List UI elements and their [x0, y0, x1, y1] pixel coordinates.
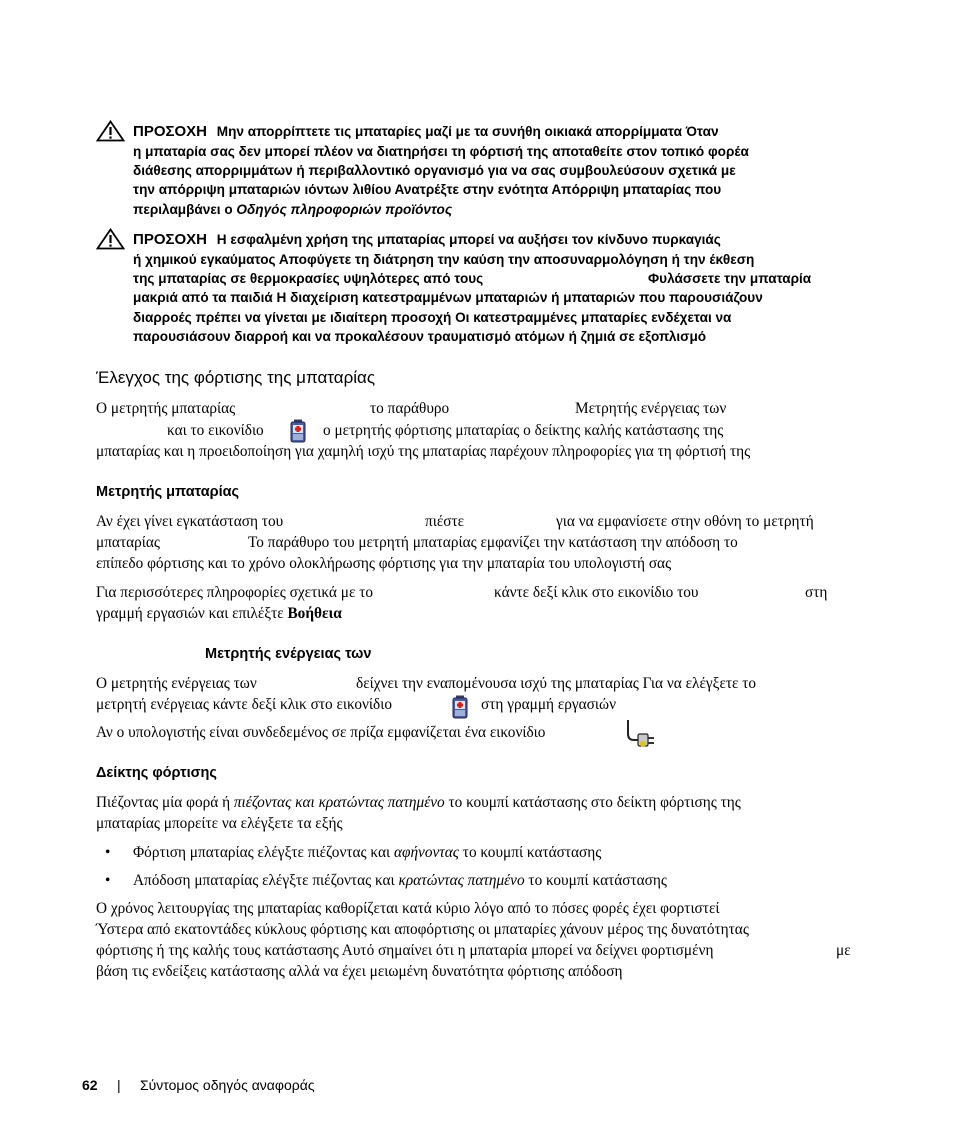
- list-item-italic: αφήνοντας: [393, 844, 459, 861]
- caution-label: ΠΡΟΣΟΧΗ: [133, 123, 208, 140]
- warning-triangle-icon: [96, 228, 125, 250]
- gauge-text: [96, 792, 741, 814]
- caution-label: ΠΡΟΣΟΧΗ: [133, 231, 208, 248]
- meter-text: για να εμφανίσετε στην οθόνη το μετρητή: [556, 513, 814, 530]
- meter-text: επίπεδο φόρτισης και το χρόνο ολοκλήρωσης φόρτισης για την μπαταρία του υπολογιστή σας: [96, 555, 672, 572]
- caution-text: μακριά από τα παιδιά Η διαχείριση κατεστραμμένων μπαταριών ή μπαταριών που παρουσιάζουν: [133, 290, 763, 305]
- power-text: δείχνει την εναπομένουσα ισχύ της μπαταρίας Για να ελέγξετε το: [356, 675, 757, 692]
- warning-triangle-icon: [96, 120, 125, 142]
- footer-title: Σύντομος οδηγός αναφοράς: [140, 1077, 315, 1093]
- list-item-text: το κουμπί κατάστασης: [524, 872, 667, 889]
- caution-text: η μπαταρία σας δεν μπορεί πλέον να διατηρήσει τη φόρτισή της αποταθείτε στον τοπικό φορέα: [133, 144, 749, 159]
- meter-text: μπαταρίας: [96, 534, 160, 551]
- list-item: [133, 870, 667, 892]
- caution-text: Μην απορρίπτετε τις μπαταρίες μαζί με τα συνήθη οικιακά απορρίμματα Όταν: [216, 124, 719, 139]
- caution-text: διαρροές πρέπει να γίνεται με ιδιαίτερη προσοχή Οι κατεστραμμένες μπαταρίες ενδέχεται να: [133, 310, 732, 325]
- caution-2: [133, 230, 721, 250]
- caution-text: [133, 200, 452, 220]
- intro-text: και το εικονίδιο: [167, 422, 264, 439]
- meter-text: [96, 603, 342, 625]
- caution-text: διάθεσης απορριμμάτων ή περιβαλλοντικό οργανισμό για να σας συμβουλεύσουν σχετικά με: [133, 163, 736, 178]
- gauge-text: Ύστερα από εκατοντάδες κύκλους φόρτισης και αποφόρτισης οι μπαταρίες χάνουν μέρος της δυνατότητας: [96, 921, 749, 938]
- ac-power-plug-icon: [624, 718, 658, 750]
- meter-text: πιέστε: [425, 513, 465, 530]
- list-item-text: το κουμπί κατάστασης: [458, 844, 602, 861]
- power-text: Ο μετρητής ενέργειας των: [96, 675, 257, 692]
- intro-text: ο μετρητής φόρτισης μπαταρίας ο δείκτης καλής κατάστασης της: [323, 422, 724, 439]
- meter-text: στη: [805, 584, 828, 601]
- list-item-text: Φόρτιση μπαταρίας ελέγξτε πιέζοντας και: [133, 844, 394, 861]
- gauge-text: το κουμπί κατάστασης στο δείκτη φόρτισης της: [444, 794, 741, 811]
- caution-1: [133, 122, 719, 142]
- gauge-text: βάση τις ενδείξεις κατάστασης αλλά να έχει μειωμένη δυνατότητα φόρτισης απόδοση: [96, 963, 623, 980]
- charge-gauge-heading: Δείκτης φόρτισης: [96, 765, 217, 781]
- gauge-text: με: [836, 942, 851, 959]
- gauge-text: Πιέζοντας μία φορά ή: [96, 794, 234, 811]
- caution-text: παρουσιάσουν διαρροή και να προκαλέσουν τραυματισμό ατόμων ή ζημιά σε εξοπλισμό: [133, 329, 707, 344]
- meter-text: γραμμή εργασιών και επιλέξτε: [96, 605, 288, 622]
- power-meter-heading: Μετρητής ενέργειας των: [205, 646, 372, 662]
- caution-text-prefix: περιλαμβάνει ο: [133, 202, 237, 217]
- battery-meter-icon: [449, 694, 471, 720]
- intro-text: το παράθυρο: [370, 400, 450, 417]
- intro-text: μπαταρίας και η προειδοποίηση για χαμηλή ισχύ της μπαταρίας παρέχουν πληροφορίες για τη φόρτισή της: [96, 443, 751, 460]
- gauge-text: μπαταρίας μπορείτε να ελέγξετε τα εξής: [96, 815, 343, 832]
- list-item: [133, 842, 601, 864]
- power-text: Αν ο υπολογιστής είναι συνδεδεμένος σε πρίζα εμφανίζεται ένα εικονίδιο: [96, 724, 546, 741]
- section-title: Έλεγχος της φόρτισης της μπαταρίας: [96, 368, 376, 387]
- gauge-text: Ο χρόνος λειτουργίας της μπαταρίας καθορίζεται κατά κύριο λόγο από το πόσες φορές έχει φορτιστεί: [96, 900, 720, 917]
- page-number: 62: [82, 1077, 98, 1093]
- list-item-text: Απόδοση μπαταρίας ελέγξτε πιέζοντας και: [133, 872, 399, 889]
- intro-text: Μετρητής ενέργειας των: [575, 400, 727, 417]
- list-item-italic: κρατώντας πατημένο: [398, 872, 525, 889]
- help-menu-label: Βοήθεια: [287, 605, 342, 622]
- caution-text: ή χημικού εγκαύματος Αποφύγετε τη διάτρηση την καύση την αποσυναρμολόγηση ή την έκθεση: [133, 252, 755, 267]
- bullet: •: [105, 872, 111, 889]
- product-guide-title: Οδηγός πληροφοριών προϊόντος: [236, 202, 453, 217]
- caution-text: Φυλάσσετε την μπαταρία: [648, 271, 812, 286]
- gauge-text-italic: πιέζοντας και κρατώντας πατημένο: [233, 794, 445, 811]
- power-text: στη γραμμή εργασιών: [481, 696, 617, 713]
- meter-text: Το παράθυρο του μετρητή μπαταρίας εμφανίζει την κατάσταση την απόδοση το: [248, 534, 738, 551]
- caution-text: της μπαταρίας σε θερμοκρασίες υψηλότερες από τους: [133, 271, 484, 286]
- gauge-text: φόρτισης ή της καλής τους κατάστασης Αυτό σημαίνει ότι η μπαταρία μπορεί να δείχνει φορτισμένη: [96, 942, 714, 959]
- meter-text: Αν έχει γίνει εγκατάσταση του: [96, 513, 284, 530]
- caution-text: Η εσφαλμένη χρήση της μπαταρίας μπορεί να αυξήσει τον κίνδυνο πυρκαγιάς: [216, 232, 721, 247]
- meter-text: κάντε δεξί κλικ στο εικονίδιο του: [494, 584, 699, 601]
- intro-text: Ο μετρητής μπαταρίας: [96, 400, 236, 417]
- meter-text: Για περισσότερες πληροφορίες σχετικά με το: [96, 584, 374, 601]
- footer-separator: |: [117, 1077, 121, 1093]
- power-text: μετρητή ενέργειας κάντε δεξί κλικ στο εικονίδιο: [96, 696, 393, 713]
- bullet: •: [105, 844, 111, 861]
- battery-meter-heading: Μετρητής μπαταρίας: [96, 484, 240, 500]
- caution-text: την απόρριψη μπαταριών ιόντων λιθίου Ανατρέξτε στην ενότητα Απόρριψη μπαταρίας που: [133, 182, 722, 197]
